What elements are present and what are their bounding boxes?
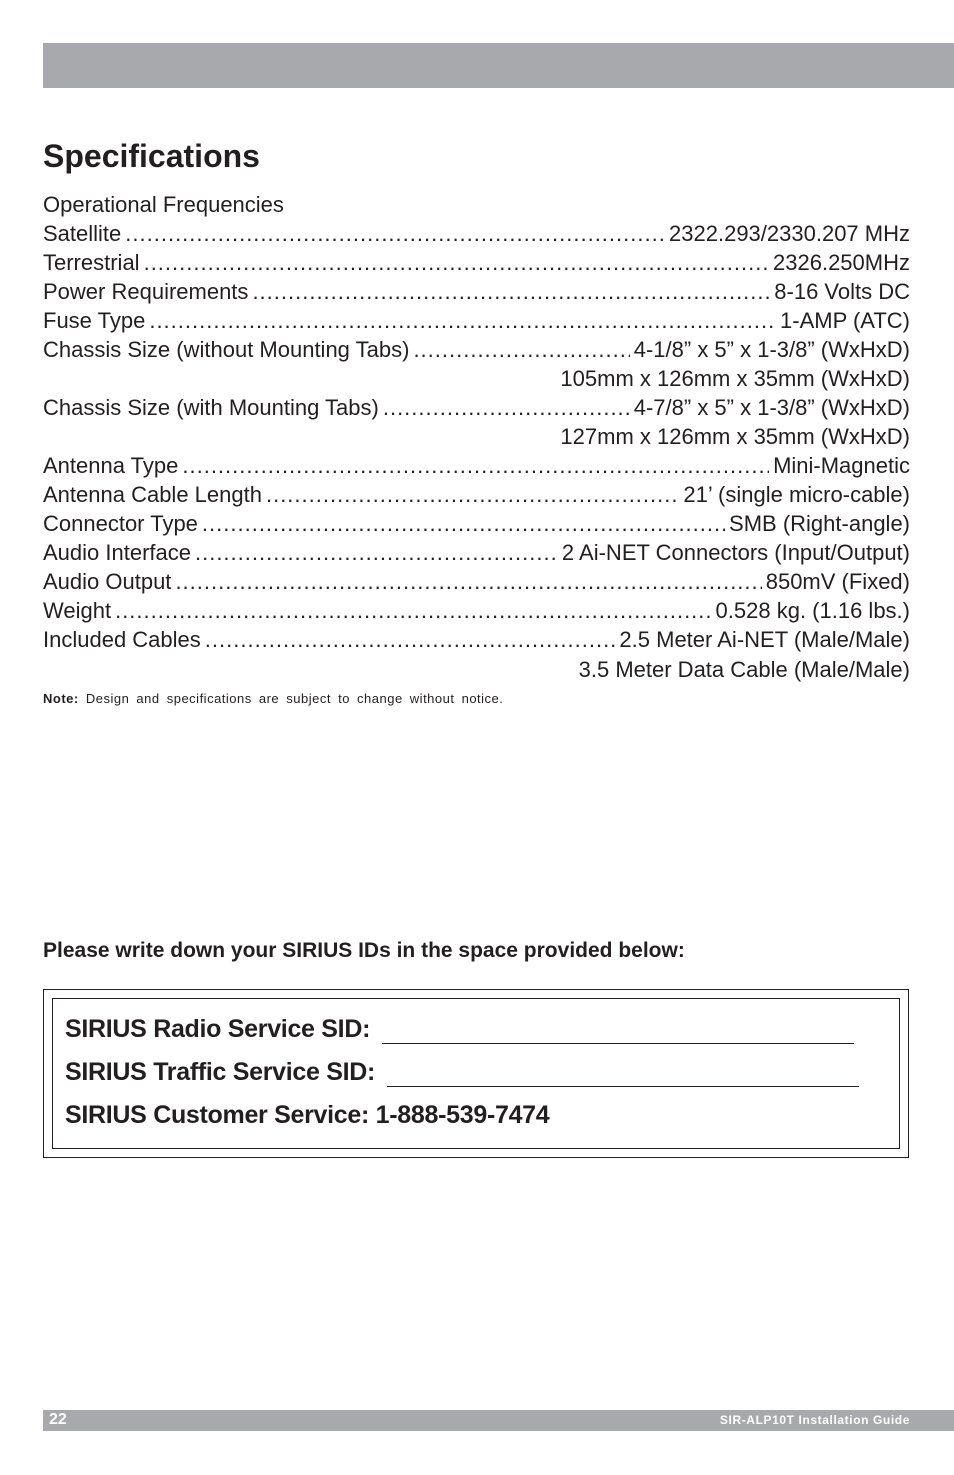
spec-label: Antenna Cable Length xyxy=(43,482,262,507)
sirius-id-box xyxy=(43,989,909,1158)
spec-continuation: 105mm x 126mm x 35mm (WxHxD) xyxy=(560,366,910,391)
spec-row-fuse xyxy=(43,306,910,335)
customer-service-text: SIRIUS Customer Service: 1-888-539-7474 xyxy=(65,1101,550,1129)
spec-row-power xyxy=(43,277,910,306)
traffic-sid-blank xyxy=(387,1064,859,1087)
spec-value: Mini-Magnetic xyxy=(773,453,910,478)
spec-continuation: 3.5 Meter Data Cable (Male/Male) xyxy=(578,657,910,682)
guide-title: SIR-ALP10T Installation Guide xyxy=(719,1413,910,1427)
dot-leader xyxy=(205,625,616,654)
spec-label: Included Cables xyxy=(43,627,201,652)
spec-label: Chassis Size (with Mounting Tabs) xyxy=(43,395,379,420)
spec-value: 4-7/8” x 5” x 1-3/8” (WxHxD) xyxy=(633,395,910,420)
header-bar xyxy=(43,43,954,88)
footer-bar xyxy=(43,1410,954,1431)
spec-row-satellite xyxy=(43,219,910,248)
sirius-id-prompt: Please write down your SIRIUS IDs in the space provided below: xyxy=(43,939,685,962)
spec-value: 2326.250MHz xyxy=(773,250,910,275)
spec-label: Satellite xyxy=(43,221,122,246)
spec-label: Fuse Type xyxy=(43,308,146,333)
dot-leader xyxy=(413,335,629,364)
spec-row-audio-interface xyxy=(43,538,910,567)
spec-label: Power Requirements xyxy=(43,279,249,304)
specs-heading: Operational Frequencies xyxy=(43,192,284,217)
spec-value: 21’ (single micro-cable) xyxy=(683,482,910,507)
dot-leader xyxy=(149,306,776,335)
traffic-sid-label: SIRIUS Traffic Service SID: xyxy=(65,1058,376,1086)
dot-leader xyxy=(202,509,725,538)
spec-row-audio-output xyxy=(43,567,910,596)
sirius-id-box-inner xyxy=(52,998,900,1149)
spec-value: 2.5 Meter Ai-NET (Male/Male) xyxy=(619,627,910,652)
spec-row-connector xyxy=(43,509,910,538)
spec-value: 8-16 Volts DC xyxy=(774,279,910,304)
spec-value: 4-1/8” x 5” x 1-3/8” (WxHxD) xyxy=(633,337,910,362)
spec-label: Weight xyxy=(43,598,112,623)
note-label: Note: xyxy=(43,691,79,706)
spec-value: 2 Ai-NET Connectors (Input/Output) xyxy=(561,540,910,565)
dot-leader xyxy=(125,219,665,248)
spec-row-chassis-with-tabs xyxy=(43,393,910,422)
spec-value: 850mV (Fixed) xyxy=(765,569,910,594)
note-text: Design and specifications are subject to change without notice. xyxy=(85,691,504,706)
page-number: 22 xyxy=(49,1411,67,1428)
dot-leader xyxy=(144,248,769,277)
spec-row-terrestrial xyxy=(43,248,910,277)
dot-leader xyxy=(115,596,711,625)
spec-value: SMB (Right-angle) xyxy=(729,511,910,536)
dot-leader xyxy=(252,277,770,306)
spec-row-antenna-cable xyxy=(43,480,910,509)
note xyxy=(43,691,503,706)
spec-row-chassis-without-tabs xyxy=(43,335,910,364)
spec-label: Antenna Type xyxy=(43,453,179,478)
dot-leader xyxy=(195,538,558,567)
customer-service-line xyxy=(65,1101,549,1130)
spec-value: 2322.293/2330.207 MHz xyxy=(669,221,910,246)
spec-label: Audio Interface xyxy=(43,540,191,565)
dot-leader xyxy=(266,480,679,509)
spec-row-antenna-type xyxy=(43,451,910,480)
spec-value: 1-AMP (ATC) xyxy=(780,308,910,333)
spec-continuation: 127mm x 126mm x 35mm (WxHxD) xyxy=(560,424,910,449)
specifications-list xyxy=(43,190,910,686)
spec-row-included-cables xyxy=(43,625,910,654)
page-title: Specifications xyxy=(43,138,260,174)
spec-row-weight xyxy=(43,596,910,625)
spec-label: Audio Output xyxy=(43,569,172,594)
dot-leader xyxy=(182,451,769,480)
spec-label: Terrestrial xyxy=(43,250,140,275)
radio-sid-label: SIRIUS Radio Service SID: xyxy=(65,1015,371,1043)
traffic-sid-line xyxy=(65,1058,859,1087)
radio-sid-line xyxy=(65,1015,854,1044)
spec-value: 0.528 kg. (1.16 lbs.) xyxy=(715,598,910,623)
dot-leader xyxy=(175,567,761,596)
spec-label: Connector Type xyxy=(43,511,198,536)
spec-label: Chassis Size (without Mounting Tabs) xyxy=(43,337,410,362)
dot-leader xyxy=(383,393,630,422)
radio-sid-blank xyxy=(382,1021,854,1044)
